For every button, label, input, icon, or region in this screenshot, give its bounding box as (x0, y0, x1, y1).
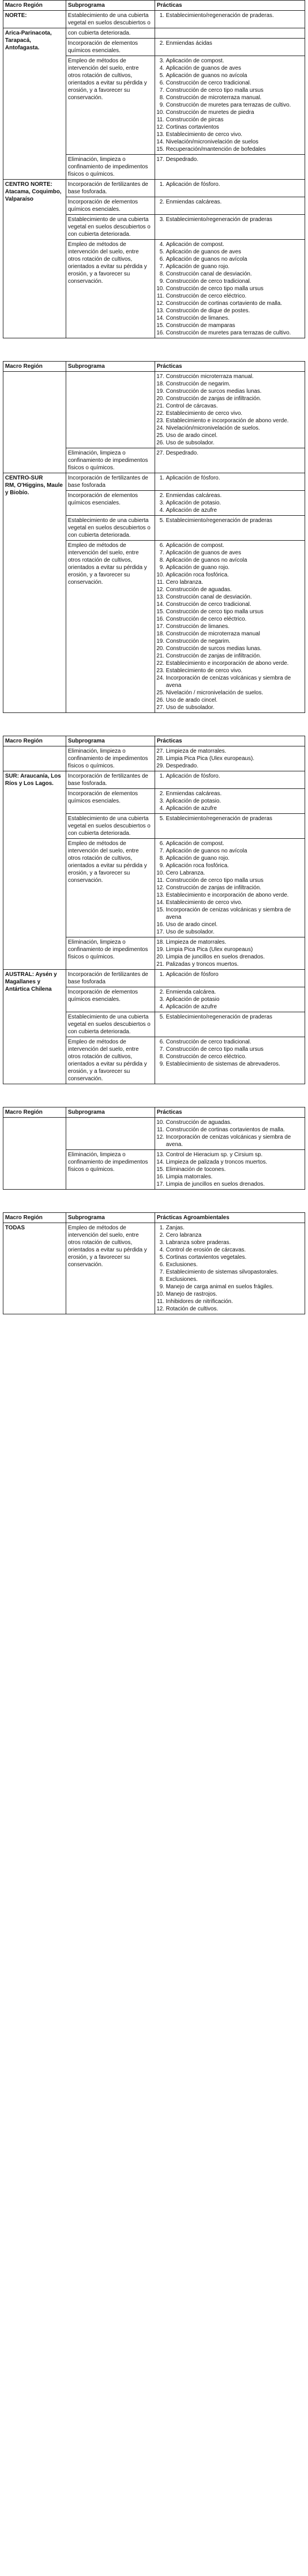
region-name: TODAS (5, 1225, 25, 1231)
practice-item: 2. Enmiendas ácidas (166, 40, 303, 47)
practice-item: 12. Incorporación de cenizas volcánicas y siembra de avena. (166, 1134, 303, 1148)
practices-cell (155, 372, 305, 448)
header-practices: Prácticas (155, 1107, 305, 1118)
practice-item: 1. Aplicación de fósforo. (166, 773, 303, 780)
practice-item: 14. Nivelación/micronivelación de suelos (166, 138, 303, 146)
header-region: Macro Región (3, 362, 66, 372)
practice-item: 6. Exclusiones. (166, 1261, 303, 1268)
header-subprogram: Subprograma (66, 736, 155, 746)
subprogram-cell: Incorporación de elementos químicos esenciales. (66, 987, 155, 1012)
header-region: Macro Región (3, 1107, 66, 1118)
practice-item: 4. Aplicación de azufre (166, 805, 303, 812)
practice-item: 4. Control de erosión de cárcavas. (166, 1246, 303, 1254)
practice-item: 10. Construcción de aguadas. (166, 1119, 303, 1126)
subprogram-cell: Empleo de métodos de intervención del suelo, entre otros rotación de cultivos, orientados a evitar su pérdida y erosión, y a favorecer su conservación. (66, 1037, 155, 1084)
practice-item: 1. Establecimiento/regeneración de praderas. (166, 12, 303, 19)
practices-cell (155, 197, 305, 215)
practice-list (157, 241, 303, 337)
header-practices: Prácticas (155, 362, 305, 372)
practices-cell (155, 789, 305, 814)
subprogram-cell: con cubierta deteriorada. (66, 28, 155, 39)
practice-item: 8. Aplicación de guanos no avícola (166, 557, 303, 564)
practice-item: 6. Construcción de cerco tradicional. (166, 79, 303, 87)
subprogram-cell: Establecimiento de una cubierta vegetal en suelos descubiertos o con cubierta deteriorada. (66, 1012, 155, 1037)
practice-item: 14. Construcción de limanes. (166, 315, 303, 322)
practices-cell (155, 970, 305, 987)
section-gap (3, 1084, 305, 1107)
practice-item: 24. Incorporación de cenizas volcánicas y siembra de avena (166, 674, 303, 689)
table-header-row (3, 1107, 305, 1118)
section-gap (3, 1190, 305, 1212)
header-practices: Prácticas Agroambientales (155, 1213, 305, 1223)
practice-list (157, 449, 303, 457)
region-cell (3, 746, 66, 771)
practice-item: 3. Aplicación de potasio. (166, 499, 303, 507)
practice-item: 9. Aplicación de guano rojo. (166, 564, 303, 571)
subprogram-cell: Incorporación de elementos químicos esenciales. (66, 491, 155, 516)
subprogram-cell: Empleo de métodos de intervención del suelo, entre otros rotación de cultivos, orientados a evitar su pérdida y erosión, y a favorecer su conservación. (66, 56, 155, 155)
practice-item: 16. Limpia matorrales. (166, 1173, 303, 1181)
subprogram-cell: Incorporación de fertilizantes de base fosforada (66, 970, 155, 987)
region-cell (3, 473, 66, 713)
practice-item: 1. Aplicación de fósforo. (166, 474, 303, 482)
practice-item: 13. Establecimiento e incorporación de abono verde. (166, 892, 303, 899)
practice-item: 27. Uso de subsolador. (166, 704, 303, 711)
region-name: Arica-Parinacota, (5, 30, 52, 36)
header-subprogram: Subprograma (66, 1107, 155, 1118)
header-practices: Prácticas (155, 736, 305, 746)
table-header-row (3, 362, 305, 372)
practice-item: 14. Limpieza de palizada y troncos muertos. (166, 1158, 303, 1166)
practices-cell (155, 1037, 305, 1084)
region-cell (3, 180, 66, 338)
practice-list (157, 181, 303, 188)
practice-item: 21. Palizadas y troncos muertos. (166, 961, 303, 968)
practice-item: 17. Construcción de limanes. (166, 623, 303, 630)
practice-item: 2. Enmiendas calcáreas. (166, 198, 303, 206)
practices-cell (155, 1150, 305, 1190)
region-name: NORTE: (5, 12, 27, 19)
subprogram-cell: Incorporación de fertilizantes de base fosforada (66, 473, 155, 491)
practices-cell (155, 746, 305, 771)
practice-item: 19. Limpia Pica Pica (Ulex europeaus) (166, 946, 303, 953)
practice-item: 3. Labranza sobre praderas. (166, 1239, 303, 1246)
practices-cell (155, 1223, 305, 1314)
practice-item: 7. Aplicación de guanos no avícola (166, 847, 303, 855)
table-row (3, 473, 305, 491)
practice-item: 14. Construcción de cerco tradicional. (166, 601, 303, 608)
practice-item: 9. Construcción de muretes para terrazas de cultivo. (166, 101, 303, 109)
practice-item: 15. Recuperación/mantención de bofedales (166, 146, 303, 153)
practice-item: 11. Inhibidores de nitrificación. (166, 1298, 303, 1305)
table-row (3, 372, 305, 448)
practice-item: 18. Construcción de negarim. (166, 380, 303, 388)
practice-item: 16. Construcción de cerco eléctrico. (166, 616, 303, 623)
practice-item: 9. Manejo de carga animal en suelos frágiles. (166, 1283, 303, 1291)
practice-item: 29. Despedrado. (166, 762, 303, 770)
table-row (3, 1223, 305, 1314)
section-gap (3, 338, 305, 361)
subprogram-cell: Eliminación, limpieza o confinamiento de impedimentos físicos o químicos. (66, 746, 155, 771)
subprogram-cell: Eliminación, limpieza o confinamiento de impedimentos físicos o químicos. (66, 937, 155, 970)
region-cell (3, 970, 66, 1084)
practices-table (3, 1212, 305, 1314)
practice-item: 5. Establecimiento/regeneración de praderas (166, 517, 303, 524)
practice-list (157, 773, 303, 780)
subprogram-cell: Eliminación, limpieza o confinamiento de impedimentos físicos o químicos. (66, 155, 155, 180)
practice-item: 12. Construcción de zanjas de infiltración. (166, 884, 303, 892)
header-practices: Prácticas (155, 1, 305, 11)
practice-item: 6. Aplicación de compost. (166, 840, 303, 847)
subprogram-cell: Eliminación, limpieza o confinamiento de impedimentos físicos o químicos. (66, 448, 155, 473)
practice-item: 10. Cero Labranza. (166, 869, 303, 877)
practices-cell (155, 56, 305, 155)
practice-item: 23. Establecimiento e incorporación de abono verde. (166, 417, 303, 425)
practice-item: 11. Construcción de pircas (166, 116, 303, 124)
practices-cell (155, 448, 305, 473)
subprogram-cell: Empleo de métodos de intervención del suelo, entre otros rotación de cultivos, orientados a evitar su pérdida y erosión, y a favorecer su conservación. (66, 240, 155, 338)
practices-cell (155, 11, 305, 28)
subprogram-cell (66, 1118, 155, 1150)
practice-item: 5. Establecimiento/regeneración de praderas (166, 1013, 303, 1021)
table-row (3, 746, 305, 771)
subprogram-cell: Empleo de métodos de intervención del suelo, entre otros rotación de cultivos, orientados a evitar su pérdida y erosión, y a favorecer su conservación. (66, 839, 155, 937)
practice-item: 10. Manejo de rastrojos. (166, 1291, 303, 1298)
table-row (3, 11, 305, 28)
subprogram-cell: Empleo de métodos de intervención del suelo, entre otros rotación de cultivos, orientados a evitar su pérdida y erosión, y a favorecer su conservación. (66, 1223, 155, 1314)
practice-item: 13. Establecimiento de cerco vivo. (166, 131, 303, 138)
practice-item: 25. Uso de arado cincel. (166, 432, 303, 439)
practice-item: 25. Nivelación / micronivelación de suelos. (166, 689, 303, 697)
practice-item: 15. Incorporación de cenizas volcánicas y siembra de avena (166, 906, 303, 921)
region-name: Antofagasta. (5, 45, 40, 51)
header-subprogram: Subprograma (66, 362, 155, 372)
practice-item: 15. Construcción de mamparas (166, 322, 303, 329)
subprogram-cell: Incorporación de fertilizantes de base fosforada. (66, 771, 155, 789)
practices-cell (155, 1118, 305, 1150)
practice-item: 9. Construcción de cerco tradicional. (166, 278, 303, 285)
header-region: Macro Región (3, 736, 66, 746)
region-name: Atacama, Coquimbo, Valparaíso (5, 189, 62, 202)
practice-item: 20. Construcción de zanjas de infiltración. (166, 395, 303, 402)
practice-item: 7. Construcción de cerco tipo malla ursus (166, 87, 303, 94)
practice-list (157, 790, 303, 812)
practice-list (157, 40, 303, 47)
practice-item: 14. Establecimiento de cerco vivo. (166, 899, 303, 906)
practice-item: 5. Aplicación de guanos no avícola (166, 72, 303, 79)
region-cell (3, 28, 66, 180)
region-cell (3, 11, 66, 28)
practices-cell (155, 39, 305, 56)
practice-item: 22. Establecimiento de cerco vivo. (166, 410, 303, 417)
practice-item: 2. Cero labranza (166, 1232, 303, 1239)
practice-list (157, 373, 303, 447)
practice-item: 20. Limpia de juncillos en suelos drenados. (166, 953, 303, 961)
practice-item: 6. Aplicación de guanos no avícola (166, 256, 303, 263)
subprogram-cell: Incorporación de fertilizantes de base fosforada. (66, 180, 155, 197)
table-header-row (3, 736, 305, 746)
practice-item: 8. Construcción canal de desviación. (166, 270, 303, 278)
practice-item: 7. Establecimiento de sistemas silvopastorales. (166, 1268, 303, 1276)
practice-item: 17. Construcción microterraza manual. (166, 373, 303, 380)
subprogram-cell: Eliminación, limpieza o confinamiento de impedimentos físicos o químicos. (66, 1150, 155, 1190)
subprogram-cell: Establecimiento de una cubierta vegetal en suelos descubiertos o con cubierta deteriorada. (66, 814, 155, 839)
practice-item: 11. Cero labranza. (166, 579, 303, 586)
subprogram-cell: Incorporación de elementos químicos esenciales. (66, 789, 155, 814)
practice-item: 10. Construcción de muretes de piedra (166, 109, 303, 116)
region-name: AUSTRAL: Aysén y Magallanes y Antártica Chilena (5, 971, 57, 992)
practice-item: 2. Enmiendas calcáreas. (166, 790, 303, 797)
practice-list (157, 216, 303, 223)
practice-list (157, 12, 303, 19)
document (3, 0, 305, 1314)
practice-list (157, 1119, 303, 1148)
practices-cell (155, 541, 305, 713)
header-subprogram: Subprograma (66, 1213, 155, 1223)
practice-item: 3. Establecimiento/regeneración de praderas (166, 216, 303, 223)
region-cell (3, 1223, 66, 1314)
practice-item: 1. Zanjas. (166, 1224, 303, 1232)
practice-item: 8. Aplicación de guano rojo. (166, 855, 303, 862)
practices-table (3, 0, 305, 338)
practice-item: 6. Construcción de cerco tradicional. (166, 1038, 303, 1046)
header-region: Macro Región (3, 1, 66, 11)
practice-item: 4. Aplicación de guanos de aves (166, 65, 303, 72)
practice-list (157, 971, 303, 978)
practices-cell (155, 1012, 305, 1037)
practice-item: 11. Construcción de cerco eléctrico. (166, 292, 303, 300)
practice-list (157, 198, 303, 206)
table-row (3, 180, 305, 197)
subprogram-cell: Establecimiento de una cubierta vegetal en suelos descubiertos o (66, 11, 155, 28)
table-row (3, 28, 305, 39)
practice-item: 1. Aplicación de fósforo. (166, 181, 303, 188)
practice-list (157, 939, 303, 968)
practices-table (3, 1107, 305, 1190)
subprogram-cell: Establecimiento de una cubierta vegetal en suelos descubiertos o con cubierta deteriorada. (66, 215, 155, 240)
region-cell (3, 1118, 66, 1190)
table-header-row (3, 1213, 305, 1223)
practice-item: 12. Rotación de cultivos. (166, 1305, 303, 1313)
practice-item: 16. Uso de arado cincel. (166, 921, 303, 928)
practice-item: 9. Aplicación roca fosfórica. (166, 862, 303, 869)
practices-cell (155, 473, 305, 491)
practice-item: 2. Enmiendas calcáreas. (166, 492, 303, 499)
practice-list (157, 1151, 303, 1188)
practice-item: 12. Construcción de aguadas. (166, 586, 303, 593)
practice-item: 17. Uso de subsolador. (166, 928, 303, 936)
practices-cell (155, 839, 305, 937)
region-name: CENTRO NORTE: (5, 181, 53, 188)
practice-item: 26. Uso de subsolador. (166, 439, 303, 447)
practice-list (157, 1013, 303, 1021)
section-gap (3, 713, 305, 736)
practice-item: 13. Construcción de dique de postes. (166, 307, 303, 315)
practice-item: 15. Construcción de cerco tipo malla ursus (166, 608, 303, 616)
practice-item: 7. Construcción de cerco tipo malla ursus (166, 1046, 303, 1053)
practice-item: 17. Despedrado. (166, 156, 303, 163)
practice-item: 8. Construcción de cerco eléctrico. (166, 1053, 303, 1060)
practices-cell (155, 28, 305, 39)
practices-cell (155, 987, 305, 1012)
practice-item: 7. Aplicación de guanos de aves (166, 549, 303, 557)
practice-item: 6. Aplicación de compost. (166, 542, 303, 549)
practice-item: 3. Aplicación de potasio (166, 996, 303, 1003)
table-row (3, 1118, 305, 1150)
practice-list (157, 815, 303, 822)
practice-item: 11. Construcción de cerco tipo malla ursus (166, 877, 303, 884)
practice-item: 4. Aplicación de azufre (166, 1003, 303, 1011)
practice-item: 13. Control de Hieracium sp. y Cirsium sp. (166, 1151, 303, 1158)
table-row (3, 771, 305, 789)
region-cell (3, 771, 66, 970)
practice-item: 28. Limpia Pica Pica (Ulex europeaus). (166, 755, 303, 762)
practice-item: 7. Aplicación de guano rojo. (166, 263, 303, 270)
subprogram-cell: Incorporación de elementos químicos esenciales. (66, 197, 155, 215)
practices-cell (155, 155, 305, 180)
subprogram-cell: Establecimiento de una cubierta vegetal en suelos descubiertos o con cubierta deteriorada. (66, 516, 155, 541)
region-name: CENTRO-SUR (5, 475, 43, 481)
practice-list (157, 492, 303, 514)
practices-cell (155, 491, 305, 516)
practice-item: 8. Exclusiones. (166, 1276, 303, 1283)
practice-item: 27. Limpieza de matorrales. (166, 748, 303, 755)
subprogram-cell: Incorporación de elementos químicos esenciales. (66, 39, 155, 56)
practice-item: 19. Construcción de negarim. (166, 638, 303, 645)
practice-list (157, 517, 303, 524)
practices-cell (155, 516, 305, 541)
practice-list (157, 748, 303, 770)
practices-cell (155, 814, 305, 839)
practice-item: 10. Construcción de cerco tipo malla ursus (166, 285, 303, 292)
practice-item: 3. Aplicación de compost. (166, 57, 303, 65)
region-cell (3, 372, 66, 473)
practices-table (3, 736, 305, 1084)
practice-item: 10. Aplicación roca fosfórica. (166, 571, 303, 579)
practice-item: 5. Establecimiento/regeneración de praderas (166, 815, 303, 822)
practices-table (3, 361, 305, 713)
subprogram-cell (66, 372, 155, 448)
practice-item: 8. Construcción de microterraza manual. (166, 94, 303, 101)
practice-item: 24. Nivelación/micronivelación de suelos. (166, 425, 303, 432)
subprogram-cell: Empleo de métodos de intervención del suelo, entre otros rotación de cultivos, orientados a evitar su pérdida y erosión, y a favorecer su conservación. (66, 541, 155, 713)
practice-list (157, 1224, 303, 1313)
practice-item: 22. Establecimiento e incorporación de abono verde. (166, 660, 303, 667)
practice-item: 21. Construcción de zanjas de infiltración. (166, 652, 303, 660)
practice-item: 4. Aplicación de compost. (166, 241, 303, 248)
header-region: Macro Región (3, 1213, 66, 1223)
practices-cell (155, 180, 305, 197)
practice-list (157, 988, 303, 1011)
practice-item: 3. Aplicación de potasio. (166, 797, 303, 805)
practice-list (157, 542, 303, 711)
practice-list (157, 156, 303, 163)
table-header-row (3, 1, 305, 11)
practice-item: 4. Aplicación de azufre (166, 507, 303, 514)
practice-item: 27. Despedrado. (166, 449, 303, 457)
practice-item: 17. Limpia de juncillos en suelos drenados. (166, 1181, 303, 1188)
practice-item: 13. Construcción canal de desviación. (166, 593, 303, 601)
practices-cell (155, 215, 305, 240)
practice-item: 12. Construcción de cortinas cortaviento de malla. (166, 300, 303, 307)
region-name: Tarapacá, (5, 37, 31, 44)
practice-list (157, 57, 303, 153)
practices-cell (155, 937, 305, 970)
header-subprogram: Subprograma (66, 1, 155, 11)
practice-item: 19. Construcción de surcos medias lunas. (166, 388, 303, 395)
practice-item: 9. Establecimiento de sistemas de abrevaderos. (166, 1060, 303, 1068)
practice-item: 26. Uso de arado cincel. (166, 697, 303, 704)
region-name: RM, O'Higgins, Maule y Biobío. (5, 482, 63, 496)
practices-cell (155, 240, 305, 338)
practice-item: 16. Construcción de muretes para terrazas de cultivo. (166, 329, 303, 337)
practice-item: 20. Construcción de surcos medias lunas. (166, 645, 303, 652)
practice-list (157, 1038, 303, 1068)
practice-item: 1. Aplicación de fósforo (166, 971, 303, 978)
practice-item: 12. Cortinas cortavientos (166, 124, 303, 131)
practice-item: 18. Construcción de microterraza manual (166, 630, 303, 638)
practices-cell (155, 771, 305, 789)
practice-item: 11. Construcción de cortinas cortavientos de malla. (166, 1126, 303, 1134)
practice-item: 15. Eliminación de tocones. (166, 1166, 303, 1173)
practice-item: 2. Enmienda calcárea. (166, 988, 303, 996)
practice-item: 5. Cortinas cortavientos vegetales. (166, 1254, 303, 1261)
practice-list (157, 474, 303, 482)
practice-item: 21. Control de cárcavas. (166, 402, 303, 410)
practice-list (157, 840, 303, 936)
practice-item: 23. Establecimiento de cerco vivo. (166, 667, 303, 674)
region-name: SUR: Araucanía, Los Ríos y Los Lagos. (5, 773, 61, 787)
practice-item: 5. Aplicación de guanos de aves (166, 248, 303, 256)
table-row (3, 970, 305, 987)
practice-item: 18. Limpieza de matorrales. (166, 939, 303, 946)
